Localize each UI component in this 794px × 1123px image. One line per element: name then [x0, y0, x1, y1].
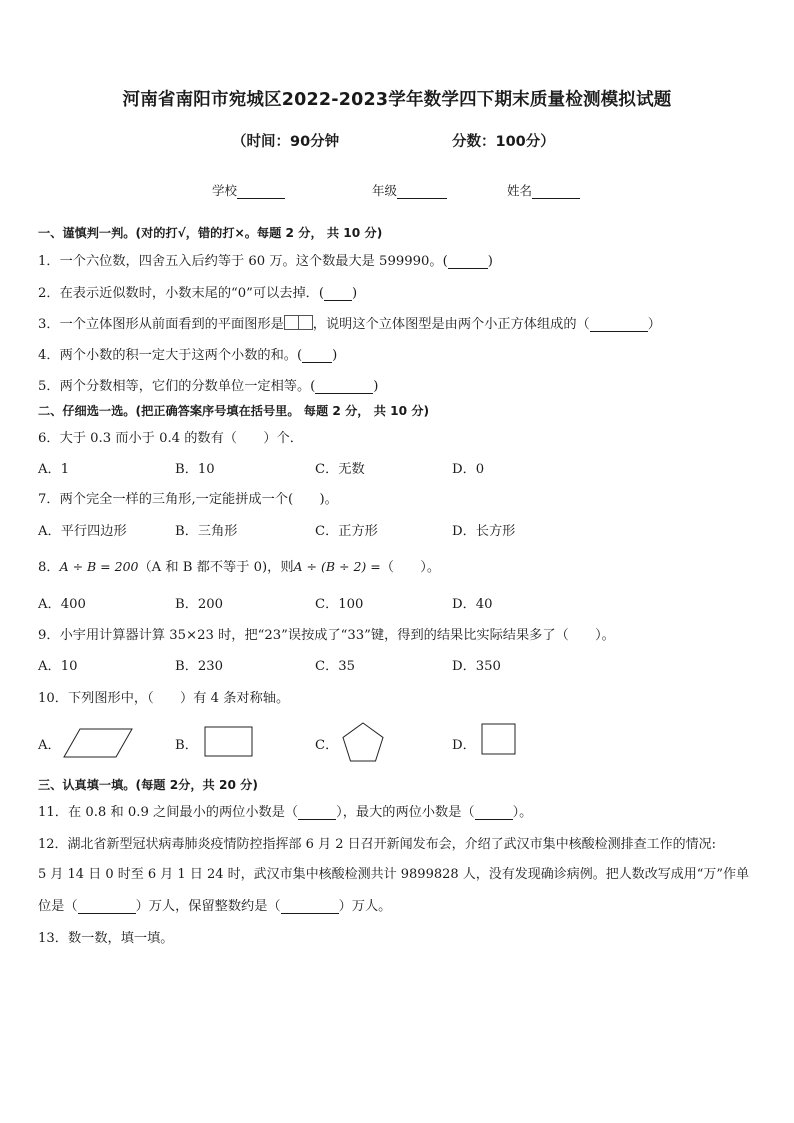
q9-option-b[interactable]: B．230	[175, 659, 224, 674]
rectangle-icon	[204, 726, 254, 758]
question-4	[38, 344, 337, 363]
question-12-line-3	[38, 895, 391, 914]
q10-option-c[interactable]: C．	[315, 738, 339, 753]
q10-option-d[interactable]: D．	[452, 738, 476, 753]
question-1	[38, 250, 493, 269]
front-view-square-icon	[284, 315, 299, 330]
question-9: 9．小宇用计算器计算 35×23 时，把“23”误按成了“33”键，得到的结果比实际结果多了（ ）。	[38, 628, 615, 643]
q4-answer-blank[interactable]	[302, 350, 332, 363]
q2-answer-blank[interactable]	[324, 288, 352, 301]
pentagon-icon	[340, 721, 386, 763]
q1-text: 1．一个六位数，四舍五入后约等于 60 万。这个数最大是 599990。(	[38, 254, 448, 269]
q3-end: ）	[647, 317, 661, 332]
question-7: 7．两个完全一样的三角形,一定能拼成一个( )。	[38, 492, 338, 507]
q11-answer-blank-2[interactable]	[475, 807, 513, 820]
page-title: 河南省南阳市宛城区2022-2023学年数学四下期末质量检测模拟试题	[122, 90, 672, 110]
grade-field	[372, 181, 447, 199]
q3-text-a: 3．一个立体图形从前面看到的平面图形是	[38, 317, 284, 332]
q7-option-c[interactable]: C．正方形	[315, 524, 378, 539]
question-3	[38, 313, 661, 332]
school-blank[interactable]	[237, 184, 285, 199]
q4-text: 4．两个小数的积一定大于这两个小数的和。(	[38, 348, 303, 363]
q9-option-d[interactable]: D．350	[452, 659, 501, 674]
q8-expression-2: A ÷ (B ÷ 2) =	[293, 559, 381, 574]
q8-option-d[interactable]: D．40	[452, 597, 493, 612]
grade-label: 年级	[372, 183, 398, 198]
q9-option-c[interactable]: C．35	[315, 659, 356, 674]
q7-option-a[interactable]: A．平行四边形	[38, 524, 127, 539]
square-icon	[481, 723, 517, 756]
school-label: 学校	[212, 183, 238, 198]
q6-option-b[interactable]: B．10	[175, 462, 215, 477]
q11-end: ）。	[512, 805, 533, 820]
section3-heading: 三、认真填一填。(每题 2分，共 20 分)	[38, 778, 258, 792]
front-view-square-icon	[299, 315, 313, 330]
question-8	[38, 556, 440, 575]
q8-option-a[interactable]: A．400	[38, 597, 86, 612]
question-12-line-2: 5 月 14 日 0 时至 6 月 1 日 24 时，武汉市集中核酸检测共计 9899828 人，没有发现确诊病例。把人数改写成用“万”作单	[38, 867, 750, 882]
q7-option-b[interactable]: B．三角形	[175, 524, 238, 539]
q2-end: )	[351, 286, 358, 301]
q10-option-b[interactable]: B．	[175, 738, 198, 753]
school-field	[212, 181, 285, 199]
q11-text-b: ），最大的两位小数是（	[336, 805, 475, 820]
q12-text-a: 位是（	[38, 899, 78, 914]
name-label: 姓名	[507, 183, 533, 198]
q8-option-c[interactable]: C．100	[315, 597, 364, 612]
q12-answer-blank-1[interactable]	[78, 901, 136, 914]
q3-text-b: ，说明这个立体图型是由两个小正方体组成的（	[312, 317, 590, 332]
question-11	[38, 801, 532, 820]
q4-end: )	[332, 348, 338, 363]
q11-text-a: 11．在 0.8 和 0.9 之间最小的两位小数是（	[38, 805, 299, 820]
q8-end: （ ）。	[380, 560, 441, 575]
score-label: 分数：100分）	[452, 134, 555, 150]
q7-option-d[interactable]: D．长方形	[452, 524, 516, 539]
q6-option-d[interactable]: D．0	[452, 462, 485, 477]
parallelogram-icon	[62, 727, 134, 759]
question-2	[38, 282, 357, 301]
question-12-line-1: 12．湖北省新型冠状病毒肺炎疫情防控指挥部 6 月 2 日召开新闻发布会，介绍了武汉市集中核酸检测排查工作的情况:	[38, 837, 716, 852]
q12-end: ）万人。	[338, 899, 392, 914]
q1-answer-blank[interactable]	[448, 256, 488, 269]
q2-text: 2．在表示近似数时，小数末尾的“0”可以去掉．(	[38, 286, 324, 301]
q6-option-c[interactable]: C．无数	[315, 462, 365, 477]
q3-answer-blank[interactable]	[590, 319, 648, 332]
q5-end: )	[373, 379, 379, 394]
q1-end: )	[487, 254, 493, 269]
q8-number: 8．	[38, 560, 60, 575]
section2-heading: 二、仔细选一选。(把正确答案序号填在括号里。 每题 2 分， 共 10 分)	[38, 404, 430, 418]
q5-answer-blank[interactable]	[315, 381, 373, 394]
q9-option-a[interactable]: A．10	[38, 659, 78, 674]
q6-option-a[interactable]: A．1	[38, 462, 70, 477]
question-13: 13．数一数，填一填。	[38, 931, 174, 946]
q8-text: （A 和 B 都不等于 0)，则	[138, 560, 294, 575]
q10-option-a[interactable]: A．	[38, 738, 61, 753]
question-6: 6．大于 0.3 而小于 0.4 的数有（ ）个．	[38, 431, 303, 446]
name-blank[interactable]	[532, 184, 580, 199]
q5-text: 5．两个分数相等，它们的分数单位一定相等。(	[38, 379, 316, 394]
section1-heading: 一、谨慎判一判。(对的打√，错的打×。每题 2 分， 共 10 分)	[38, 226, 383, 240]
question-10: 10．下列图形中，（ ）有 4 条对称轴。	[38, 691, 290, 706]
q12-answer-blank-2[interactable]	[281, 901, 339, 914]
question-5	[38, 375, 378, 394]
time-label: （时间：90分钟	[232, 134, 340, 150]
q8-expression-1: A ÷ B = 200	[59, 559, 139, 574]
q8-option-b[interactable]: B．200	[175, 597, 224, 612]
name-field	[507, 181, 580, 199]
q11-answer-blank-1[interactable]	[298, 807, 336, 820]
grade-blank[interactable]	[397, 184, 447, 199]
q12-text-b: ）万人，保留整数约是（	[135, 899, 281, 914]
